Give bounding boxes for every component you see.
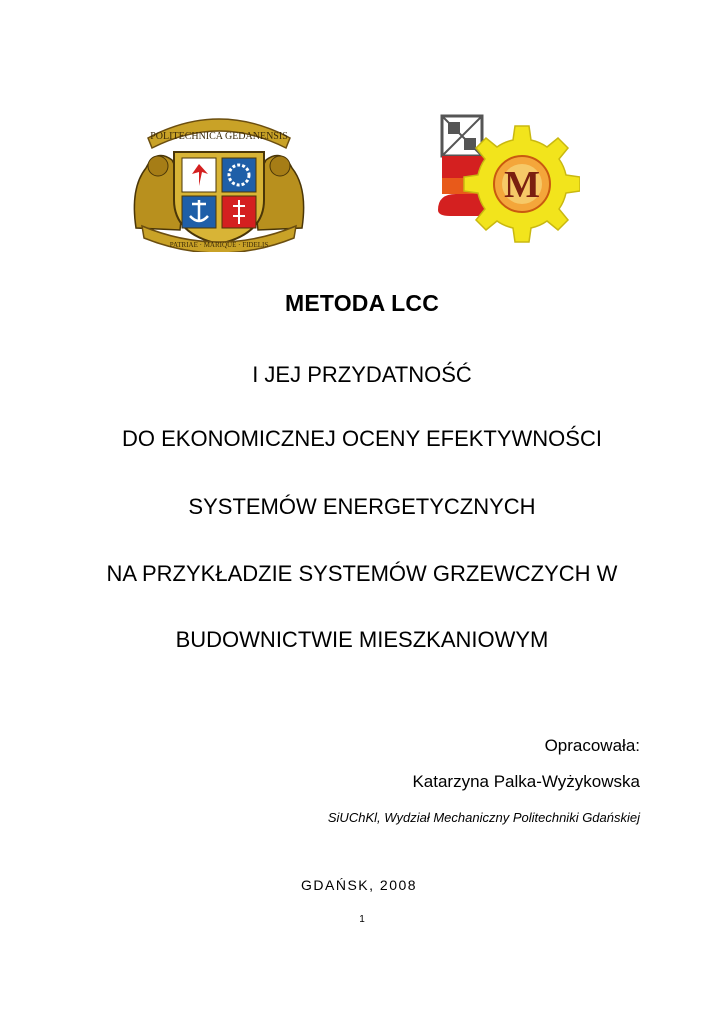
- page-number: 1: [359, 914, 365, 925]
- title-line-2: DO EKONOMICZNEJ OCENY EFEKTYWNOŚCI: [122, 426, 602, 451]
- checker-square-icon: [442, 116, 482, 156]
- crest-top-text: POLITECHNICA GEDANENSIS: [150, 131, 288, 142]
- prepared-by-label: Opracowała:: [544, 736, 640, 755]
- title-line-5: BUDOWNICTWIE MIESZKANIOWYM: [175, 627, 549, 652]
- title-line-4: NA PRZYKŁADZIE SYSTEMÓW GRZEWCZYCH W: [106, 561, 618, 586]
- author-name: Katarzyna Palka-Wyżykowska: [412, 772, 640, 791]
- title-line-3: SYSTEMÓW ENERGETYCZNYCH: [188, 494, 536, 519]
- crest-bottom-text: PATRIAE · MARIQUE · FIDELIS: [169, 241, 269, 249]
- title-line-1: I JEJ PRZYDATNOŚĆ: [252, 362, 472, 387]
- city-year: GDAŃSK, 2008: [301, 877, 418, 893]
- gear-letter: M: [504, 164, 540, 206]
- author-affiliation: SiUChKl, Wydział Mechaniczny Politechniki Gdańskiej: [327, 810, 640, 825]
- title-main: METODA LCC: [284, 290, 440, 316]
- mechanical-gear-logo-icon: [430, 112, 580, 254]
- politechnica-crest-icon: [128, 108, 310, 252]
- document-title: [0, 290, 724, 317]
